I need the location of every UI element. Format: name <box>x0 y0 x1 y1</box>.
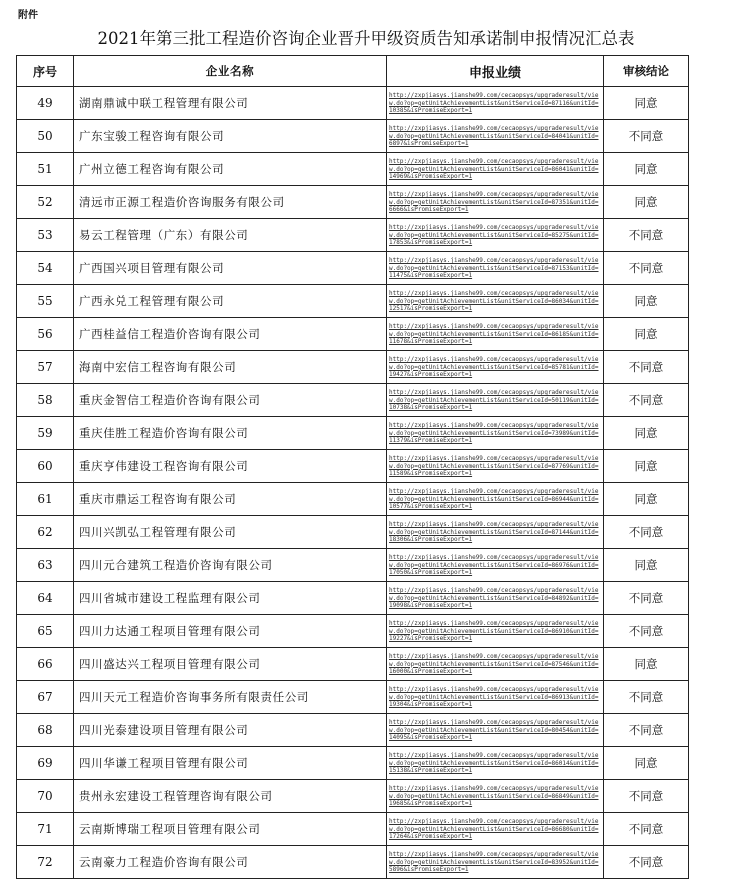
achievement-link[interactable]: http://zxpjiasys.jianshe99.com/cecaopsys/upgraderesult/view.do?op=getUnitAchievementList&unitServiceId=86849&unitId=19685&isPromiseExport=1 <box>389 785 599 808</box>
achievement-link-cell <box>387 384 604 417</box>
table-row <box>17 714 689 747</box>
row-number: 64 <box>17 582 74 615</box>
company-name: 四川元合建筑工程造价咨询有限公司 <box>74 549 387 582</box>
row-number: 62 <box>17 516 74 549</box>
company-name: 清远市正源工程造价咨询服务有限公司 <box>74 186 387 219</box>
review-result: 不同意 <box>604 219 689 252</box>
table-row <box>17 681 689 714</box>
company-name: 广西桂益信工程造价咨询有限公司 <box>74 318 387 351</box>
review-result: 不同意 <box>604 846 689 879</box>
row-number: 63 <box>17 549 74 582</box>
table-row <box>17 87 689 120</box>
table-row <box>17 516 689 549</box>
achievement-link[interactable]: http://zxpjiasys.jianshe99.com/cecaopsys/upgraderesult/view.do?op=getUnitAchievementList&unitServiceId=86944&unitId=10577&isPromiseExport=1 <box>389 488 599 511</box>
table-row <box>17 813 689 846</box>
company-name: 广东宝骏工程咨询有限公司 <box>74 120 387 153</box>
row-number: 66 <box>17 648 74 681</box>
achievement-link-cell <box>387 318 604 351</box>
row-number: 58 <box>17 384 74 417</box>
achievement-link-cell <box>387 186 604 219</box>
company-name: 重庆亨伟建设工程咨询有限公司 <box>74 450 387 483</box>
review-result: 不同意 <box>604 813 689 846</box>
achievement-link-cell <box>387 450 604 483</box>
achievement-link-cell <box>387 714 604 747</box>
company-name: 四川省城市建设工程监理有限公司 <box>74 582 387 615</box>
achievement-link-cell <box>387 219 604 252</box>
achievement-link[interactable]: http://zxpjiasys.jianshe99.com/cecaopsys/upgraderesult/view.do?op=getUnitAchievementList&unitServiceId=86185&unitId=11678&isPromiseExport=1 <box>389 323 599 346</box>
achievement-link[interactable]: http://zxpjiasys.jianshe99.com/cecaopsys/upgraderesult/view.do?op=getUnitAchievementList&unitServiceId=50119&unitId=10738&isPromiseExport=1 <box>389 389 599 412</box>
review-result: 同意 <box>604 549 689 582</box>
achievement-link[interactable]: http://zxpjiasys.jianshe99.com/cecaopsys/upgraderesult/view.do?op=getUnitAchievementList&unitServiceId=84041&unitId=6897&isPromiseExport=1 <box>389 125 599 148</box>
table-row <box>17 417 689 450</box>
row-number: 72 <box>17 846 74 879</box>
achievement-link-cell <box>387 120 604 153</box>
achievement-link-cell <box>387 582 604 615</box>
row-number: 71 <box>17 813 74 846</box>
table-row <box>17 780 689 813</box>
table-header-row <box>17 56 689 87</box>
achievement-link[interactable]: http://zxpjiasys.jianshe99.com/cecaopsys/upgraderesult/view.do?op=getUnitAchievementList&unitServiceId=87144&unitId=18306&isPromiseExport=1 <box>389 521 599 544</box>
review-result: 不同意 <box>604 681 689 714</box>
achievement-link[interactable]: http://zxpjiasys.jianshe99.com/cecaopsys/upgraderesult/view.do?op=getUnitAchievementList&unitServiceId=86910&unitId=19227&isPromiseExport=1 <box>389 620 599 643</box>
table-row <box>17 252 689 285</box>
review-result: 同意 <box>604 417 689 450</box>
row-number: 54 <box>17 252 74 285</box>
achievement-link-cell <box>387 648 604 681</box>
table-body <box>17 87 689 879</box>
achievement-link[interactable]: http://zxpjiasys.jianshe99.com/cecaopsys/upgraderesult/view.do?op=getUnitAchievementList&unitServiceId=73989&unitId=11379&isPromiseExport=1 <box>389 422 599 445</box>
review-result: 同意 <box>604 483 689 516</box>
col-header-link: 申报业绩 <box>387 56 604 87</box>
row-number: 59 <box>17 417 74 450</box>
review-result: 同意 <box>604 747 689 780</box>
table-row <box>17 483 689 516</box>
review-result: 不同意 <box>604 714 689 747</box>
row-number: 52 <box>17 186 74 219</box>
row-number: 56 <box>17 318 74 351</box>
table-row <box>17 615 689 648</box>
company-name: 四川盛达兴工程项目管理有限公司 <box>74 648 387 681</box>
table-row <box>17 153 689 186</box>
review-result: 不同意 <box>604 384 689 417</box>
review-result: 同意 <box>604 87 689 120</box>
achievement-link-cell <box>387 780 604 813</box>
row-number: 60 <box>17 450 74 483</box>
achievement-link[interactable]: http://zxpjiasys.jianshe99.com/cecaopsys/upgraderesult/view.do?op=getUnitAchievementList&unitServiceId=86014&unitId=15138&isPromiseExport=1 <box>389 752 599 775</box>
summary-table <box>16 55 689 879</box>
row-number: 53 <box>17 219 74 252</box>
achievement-link-cell <box>387 483 604 516</box>
achievement-link[interactable]: http://zxpjiasys.jianshe99.com/cecaopsys/upgraderesult/view.do?op=getUnitAchievementList&unitServiceId=87116&unitId=10385&isPromiseExport=1 <box>389 92 599 115</box>
achievement-link-cell <box>387 615 604 648</box>
achievement-link-cell <box>387 417 604 450</box>
company-name: 四川天元工程造价咨询事务所有限责任公司 <box>74 681 387 714</box>
achievement-link-cell <box>387 549 604 582</box>
row-number: 67 <box>17 681 74 714</box>
attachment-label: 附件 <box>18 10 38 21</box>
company-name: 广州立德工程咨询有限公司 <box>74 153 387 186</box>
review-result: 不同意 <box>604 780 689 813</box>
achievement-link[interactable]: http://zxpjiasys.jianshe99.com/cecaopsys/upgraderesult/view.do?op=getUnitAchievementList&unitServiceId=86034&unitId=12517&isPromiseExport=1 <box>389 290 599 313</box>
achievement-link-cell <box>387 87 604 120</box>
achievement-link[interactable]: http://zxpjiasys.jianshe99.com/cecaopsys/upgraderesult/view.do?op=getUnitAchievementList&unitServiceId=80454&unitId=14095&isPromiseExport=1 <box>389 719 599 742</box>
company-name: 云南豪力工程造价咨询有限公司 <box>74 846 387 879</box>
achievement-link[interactable]: http://zxpjiasys.jianshe99.com/cecaopsys/upgraderesult/view.do?op=getUnitAchievementList&unitServiceId=86680&unitId=17264&isPromiseExport=1 <box>389 818 599 841</box>
row-number: 55 <box>17 285 74 318</box>
company-name: 四川光泰建设项目管理有限公司 <box>74 714 387 747</box>
review-result: 同意 <box>604 450 689 483</box>
row-number: 69 <box>17 747 74 780</box>
achievement-link[interactable]: http://zxpjiasys.jianshe99.com/cecaopsys/upgraderesult/view.do?op=getUnitAchievementList&unitServiceId=87769&unitId=11589&isPromiseExport=1 <box>389 455 599 478</box>
table-row <box>17 747 689 780</box>
review-result: 不同意 <box>604 351 689 384</box>
table-row <box>17 648 689 681</box>
row-number: 51 <box>17 153 74 186</box>
achievement-link-cell <box>387 747 604 780</box>
achievement-link[interactable]: http://zxpjiasys.jianshe99.com/cecaopsys/upgraderesult/view.do?op=getUnitAchievementList&unitServiceId=86041&unitId=14969&isPromiseExport=1 <box>389 158 599 181</box>
table-row <box>17 549 689 582</box>
table-row <box>17 582 689 615</box>
review-result: 同意 <box>604 648 689 681</box>
table-row <box>17 219 689 252</box>
table-row <box>17 450 689 483</box>
row-number: 61 <box>17 483 74 516</box>
company-name: 贵州永宏建设工程管理咨询有限公司 <box>74 780 387 813</box>
review-result: 不同意 <box>604 582 689 615</box>
achievement-link-cell <box>387 813 604 846</box>
page-title: 2021年第三批工程造价咨询企业晋升甲级资质告知承诺制申报情况汇总表 <box>97 29 635 48</box>
achievement-link-cell <box>387 153 604 186</box>
review-result: 同意 <box>604 153 689 186</box>
company-name: 四川兴凯弘工程管理有限公司 <box>74 516 387 549</box>
achievement-link[interactable]: http://zxpjiasys.jianshe99.com/cecaopsys/upgraderesult/view.do?op=getUnitAchievementList&unitServiceId=85781&unitId=19427&isPromiseExport=1 <box>389 356 599 379</box>
table-row <box>17 186 689 219</box>
achievement-link[interactable]: http://zxpjiasys.jianshe99.com/cecaopsys/upgraderesult/view.do?op=getUnitAchievementList&unitServiceId=87546&unitId=16000&isPromiseExport=1 <box>389 653 599 676</box>
table-row <box>17 351 689 384</box>
col-header-result: 审核结论 <box>604 56 689 87</box>
company-name: 重庆金智信工程造价咨询有限公司 <box>74 384 387 417</box>
row-number: 70 <box>17 780 74 813</box>
row-number: 65 <box>17 615 74 648</box>
achievement-link[interactable]: http://zxpjiasys.jianshe99.com/cecaopsys/upgraderesult/view.do?op=getUnitAchievementList&unitServiceId=84892&unitId=19098&isPromiseExport=1 <box>389 587 599 610</box>
achievement-link[interactable]: http://zxpjiasys.jianshe99.com/cecaopsys/upgraderesult/view.do?op=getUnitAchievementList&unitServiceId=86976&unitId=17050&isPromiseExport=1 <box>389 554 599 577</box>
achievement-link[interactable]: http://zxpjiasys.jianshe99.com/cecaopsys/upgraderesult/view.do?op=getUnitAchievementList&unitServiceId=87351&unitId=6666&isPromiseExport=1 <box>389 191 599 214</box>
row-number: 57 <box>17 351 74 384</box>
row-number: 50 <box>17 120 74 153</box>
review-result: 不同意 <box>604 615 689 648</box>
company-name: 易云工程管理（广东）有限公司 <box>74 219 387 252</box>
company-name: 海南中宏信工程咨询有限公司 <box>74 351 387 384</box>
review-result: 不同意 <box>604 252 689 285</box>
achievement-link-cell <box>387 252 604 285</box>
review-result: 不同意 <box>604 516 689 549</box>
achievement-link-cell <box>387 516 604 549</box>
achievement-link-cell <box>387 351 604 384</box>
company-name: 四川华谦工程项目管理有限公司 <box>74 747 387 780</box>
table-row <box>17 120 689 153</box>
company-name: 云南斯博瑞工程项目管理有限公司 <box>74 813 387 846</box>
achievement-link[interactable]: http://zxpjiasys.jianshe99.com/cecaopsys/upgraderesult/view.do?op=getUnitAchievementList&unitServiceId=86913&unitId=19304&isPromiseExport=1 <box>389 686 599 709</box>
col-header-name: 企业名称 <box>74 56 387 87</box>
company-name: 重庆佳胜工程造价咨询有限公司 <box>74 417 387 450</box>
row-number: 49 <box>17 87 74 120</box>
company-name: 广西国兴项目管理有限公司 <box>74 252 387 285</box>
achievement-link-cell <box>387 285 604 318</box>
achievement-link[interactable]: http://zxpjiasys.jianshe99.com/cecaopsys/upgraderesult/view.do?op=getUnitAchievementList&unitServiceId=83952&unitId=5896&isPromiseExport=1 <box>389 851 599 874</box>
review-result: 同意 <box>604 318 689 351</box>
table-row <box>17 318 689 351</box>
table-row <box>17 384 689 417</box>
achievement-link-cell <box>387 681 604 714</box>
review-result: 同意 <box>604 186 689 219</box>
row-number: 68 <box>17 714 74 747</box>
company-name: 四川力达通工程项目管理有限公司 <box>74 615 387 648</box>
col-header-no: 序号 <box>17 56 74 87</box>
review-result: 同意 <box>604 285 689 318</box>
achievement-link[interactable]: http://zxpjiasys.jianshe99.com/cecaopsys/upgraderesult/view.do?op=getUnitAchievementList&unitServiceId=87153&unitId=11475&isPromiseExport=1 <box>389 257 599 280</box>
table-row <box>17 285 689 318</box>
company-name: 重庆市鼎运工程咨询有限公司 <box>74 483 387 516</box>
company-name: 湖南鼎诚中联工程管理有限公司 <box>74 87 387 120</box>
company-name: 广西永兑工程管理有限公司 <box>74 285 387 318</box>
review-result: 不同意 <box>604 120 689 153</box>
achievement-link[interactable]: http://zxpjiasys.jianshe99.com/cecaopsys/upgraderesult/view.do?op=getUnitAchievementList&unitServiceId=85275&unitId=17853&isPromiseExport=1 <box>389 224 599 247</box>
